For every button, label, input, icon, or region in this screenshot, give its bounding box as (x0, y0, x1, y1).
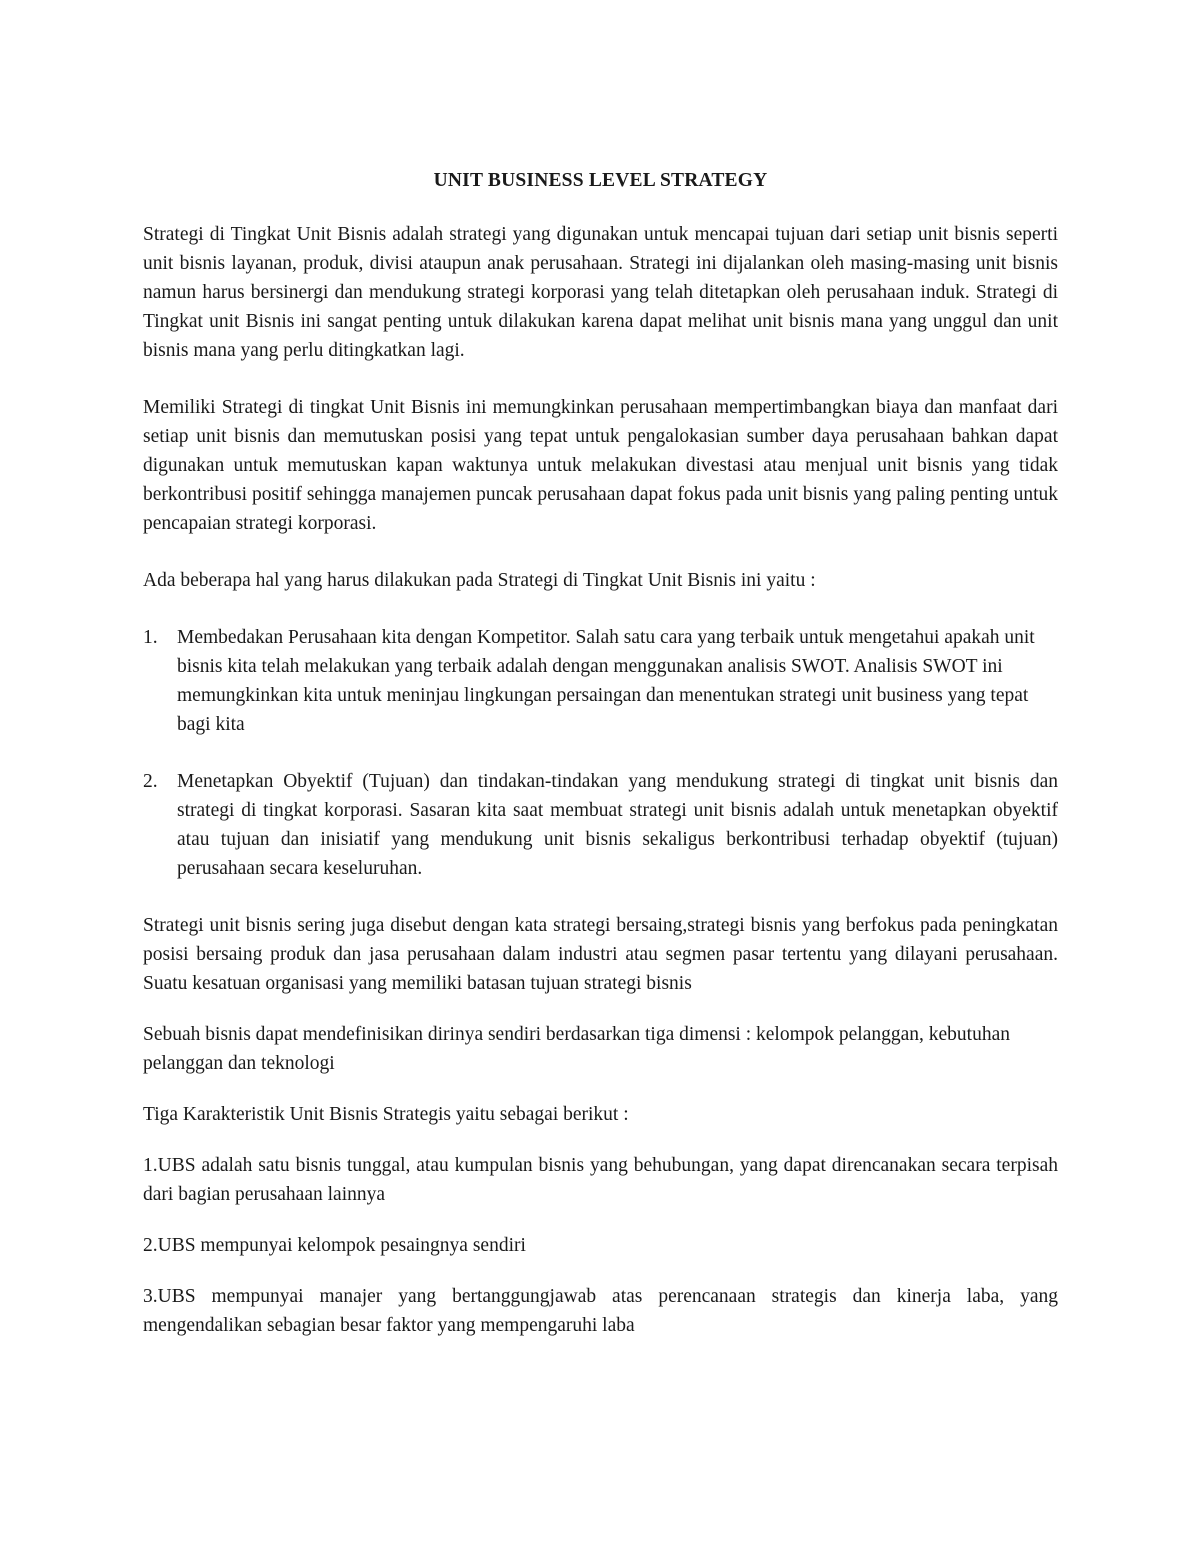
list-item (143, 767, 1058, 883)
paragraph-list-intro: Ada beberapa hal yang harus dilakukan pada Strategi di Tingkat Unit Bisnis ini yaitu : (143, 570, 816, 591)
document-title: UNIT BUSINESS LEVEL STRATEGY (433, 170, 768, 191)
paragraph-characteristics-intro: Tiga Karakteristik Unit Bisnis Strategis yaitu sebagai berikut : (143, 1104, 629, 1125)
list-item-text: Menetapkan Obyektif (Tujuan) dan tindakan-tindakan yang mendukung strategi di tingkat unit bisnis dan strategi di tingkat korporasi. Sasaran kita saat membuat strategi unit bisnis adalah untuk menetapkan obyektif atau tujuan dan inisiatif yang mendukung unit bisnis sekaligus berkontribusi terhadap obyektif (tujuan) perusahaan secara keseluruhan. (177, 771, 1058, 879)
list-item-number: 1. (143, 627, 158, 648)
paragraph-definition: Strategi di Tingkat Unit Bisnis adalah strategi yang digunakan untuk mencapai tujuan dari setiap unit bisnis seperti unit bisnis layanan, produk, divisi ataupun anak perusahaan. Strategi ini dijalankan oleh masing-masing unit bisnis namun harus bersinergi dan mendukung strategi korporasi yang telah ditetapkan oleh perusahaan induk. Strategi di Tingkat unit Bisnis ini sangat penting untuk dilakukan karena dapat melihat unit bisnis mana yang unggul dan unit bisnis mana yang perlu ditingkatkan lagi. (143, 224, 1058, 361)
paragraph-dimensions: Sebuah bisnis dapat mendefinisikan dirinya sendiri berdasarkan tiga dimensi : kelompok pelanggan, kebutuhan pelanggan dan teknologi (143, 1024, 1010, 1074)
numbered-list (143, 623, 1058, 883)
paragraph-competitive-strategy: Strategi unit bisnis sering juga disebut dengan kata strategi bersaing,strategi bisnis yang berfokus pada peningkatan posisi bersaing produk dan jasa perusahaan dalam industri atau segmen pasar tertentu yang dilayani perusahaan. Suatu kesatuan organisasi yang memiliki batasan tujuan strategi bisnis (143, 915, 1058, 994)
list-item-text: Membedakan Perusahaan kita dengan Kompetitor. Salah satu cara yang terbaik untuk mengetahui apakah unit bisnis kita telah melakukan yang terbaik adalah dengan menggunakan analisis SWOT. Analisis SWOT ini memungkinkan kita untuk meninjau lingkungan persaingan dan menentukan strategi unit business yang tepat bagi kita (177, 627, 1035, 735)
characteristic-3: 3.UBS mempunyai manajer yang bertanggungjawab atas perencanaan strategis dan kinerja laba, yang mengendalikan sebagian besar faktor yang mempengaruhi laba (143, 1286, 1058, 1336)
list-item-number: 2. (143, 771, 158, 792)
document-page (143, 166, 1058, 1368)
list-item (143, 623, 1058, 739)
characteristic-2: 2.UBS mempunyai kelompok pesaingnya sendiri (143, 1235, 526, 1256)
characteristic-1: 1.UBS adalah satu bisnis tunggal, atau kumpulan bisnis yang behubungan, yang dapat direncanakan secara terpisah dari bagian perusahaan lainnya (143, 1155, 1058, 1205)
paragraph-benefits: Memiliki Strategi di tingkat Unit Bisnis ini memungkinkan perusahaan mempertimbangkan biaya dan manfaat dari setiap unit bisnis dan memutuskan posisi yang tepat untuk pengalokasian sumber daya perusahaan bahkan dapat digunakan untuk memutuskan kapan waktunya untuk melakukan divestasi atau menjual unit bisnis yang tidak berkontribusi positif sehingga manajemen puncak perusahaan dapat fokus pada unit bisnis yang paling penting untuk pencapaian strategi korporasi. (143, 397, 1058, 534)
